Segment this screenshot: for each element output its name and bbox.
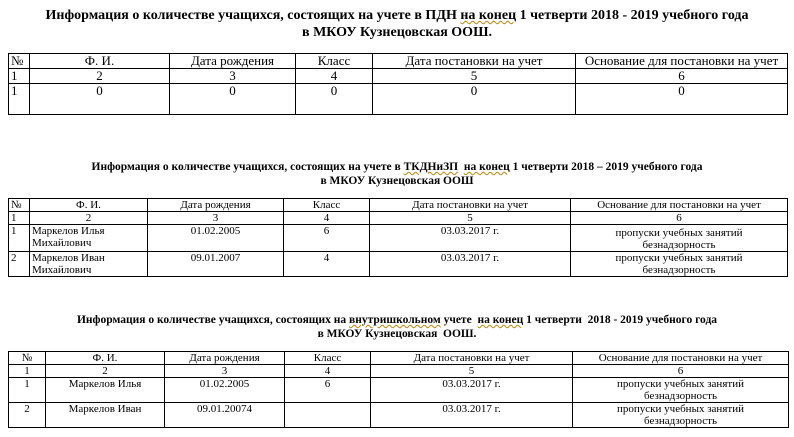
col-birth: Дата рождения <box>148 199 284 212</box>
class-value: 4 <box>284 252 370 277</box>
reason: пропуски учебных занятий безнадзорность <box>571 252 788 277</box>
table-row <box>9 403 789 428</box>
section1-title <box>0 8 794 41</box>
section3-title <box>0 314 794 341</box>
table-cell: 1 <box>9 225 30 252</box>
table-cell: 4 <box>285 365 371 378</box>
registration-date: 03.03.2017 г. <box>370 225 571 252</box>
birth-date: 01.02.2005 <box>165 378 285 403</box>
birth-date: 09.01.20074 <box>165 403 285 428</box>
student-name: Маркелов Илья Михайлович <box>30 225 148 252</box>
class-value <box>285 403 371 428</box>
student-name: Маркелов Иван Михайлович <box>30 252 148 277</box>
table-cell: 4 <box>284 212 370 225</box>
table-header-row <box>9 199 788 212</box>
col-num: № <box>9 54 30 69</box>
table-cell: 3 <box>170 69 296 84</box>
col-date: Дата постановки на учет <box>371 352 573 365</box>
table-cell: 5 <box>373 69 576 84</box>
table-cell: 1 <box>9 378 46 403</box>
class-value: 6 <box>284 225 370 252</box>
table-cell: 1 <box>9 365 46 378</box>
table-cell: 3 <box>165 365 285 378</box>
table-cell: 0 <box>30 84 170 115</box>
section2-title-line2: в МКОУ Кузнецовская ООШ <box>320 174 474 187</box>
table-cell: 5 <box>370 212 571 225</box>
table-cell: 2 <box>46 365 165 378</box>
reason: пропуски учебных занятий безнадзорность <box>573 378 789 403</box>
col-birth: Дата рождения <box>170 54 296 69</box>
class-value: 6 <box>285 378 371 403</box>
birth-date: 09.01.2007 <box>148 252 284 277</box>
col-name: Ф. И. <box>46 352 165 365</box>
col-reason: Основание для постановки на учет <box>571 199 788 212</box>
section3-title-line1: Информация о количестве учащихся, состоящих на внутришкольном учете на конец 1 четверти 2018 - 2019 учебного года <box>76 314 718 326</box>
tkdn-table <box>8 198 788 277</box>
col-name: Ф. И. <box>30 54 170 69</box>
col-class: Класс <box>285 352 371 365</box>
col-date: Дата постановки на учет <box>370 199 571 212</box>
table-numbering-row <box>9 365 789 378</box>
table-cell: 0 <box>576 84 788 115</box>
pdn-table <box>8 53 788 115</box>
table-cell: 6 <box>573 365 789 378</box>
section2-title-line1: Информация о количестве учащихся, состоящих на учете в ТКДНиЗП на конец 1 четверти 2018 – 2019 учебного года <box>91 161 703 173</box>
table-row <box>9 225 788 252</box>
reason: пропуски учебных занятий безнадзорность <box>571 225 788 252</box>
table-cell: 1 <box>9 84 30 115</box>
col-date: Дата постановки на учет <box>373 54 576 69</box>
table-cell: 6 <box>571 212 788 225</box>
table-cell: 2 <box>9 403 46 428</box>
table-cell: 6 <box>576 69 788 84</box>
table-row <box>9 84 788 115</box>
table-numbering-row <box>9 212 788 225</box>
student-name: Маркелов Иван <box>46 403 165 428</box>
table-cell: 5 <box>371 365 573 378</box>
student-name: Маркелов Илья <box>46 378 165 403</box>
birth-date: 01.02.2005 <box>148 225 284 252</box>
col-num: № <box>9 352 46 365</box>
table-cell: 4 <box>296 69 373 84</box>
table-cell: 3 <box>148 212 284 225</box>
table-header-row <box>9 54 788 69</box>
section1-title-line2: в МКОУ Кузнецовская ООШ. <box>302 24 492 40</box>
col-class: Класс <box>296 54 373 69</box>
col-reason: Основание для постановки на учет <box>573 352 789 365</box>
table-numbering-row <box>9 69 788 84</box>
table-cell: 0 <box>170 84 296 115</box>
reason: пропуски учебных занятий безнадзорность <box>573 403 789 428</box>
col-name: Ф. И. <box>30 199 148 212</box>
col-class: Класс <box>284 199 370 212</box>
table-cell: 2 <box>30 69 170 84</box>
table-cell: 1 <box>9 212 30 225</box>
table-cell: 2 <box>30 212 148 225</box>
section2-title <box>0 161 794 188</box>
col-reason: Основание для постановки на учет <box>576 54 788 69</box>
table-row <box>9 378 789 403</box>
registration-date: 03.03.2017 г. <box>370 252 571 277</box>
col-birth: Дата рождения <box>165 352 285 365</box>
internal-table <box>8 351 789 428</box>
section3-title-line2: в МКОУ Кузнецовская ООШ. <box>317 327 477 340</box>
section1-title-line1: Информация о количестве учащихся, состоящих на учете в ПДН на конец 1 четверти 2018 - 2019 учебного года <box>45 8 749 23</box>
table-row <box>9 252 788 277</box>
table-cell: 1 <box>9 69 30 84</box>
table-cell: 2 <box>9 252 30 277</box>
table-cell: 0 <box>296 84 373 115</box>
col-num: № <box>9 199 30 212</box>
registration-date: 03.03.2017 г. <box>371 378 573 403</box>
table-cell: 0 <box>373 84 576 115</box>
table-header-row <box>9 352 789 365</box>
registration-date: 03.03.2017 г. <box>371 403 573 428</box>
